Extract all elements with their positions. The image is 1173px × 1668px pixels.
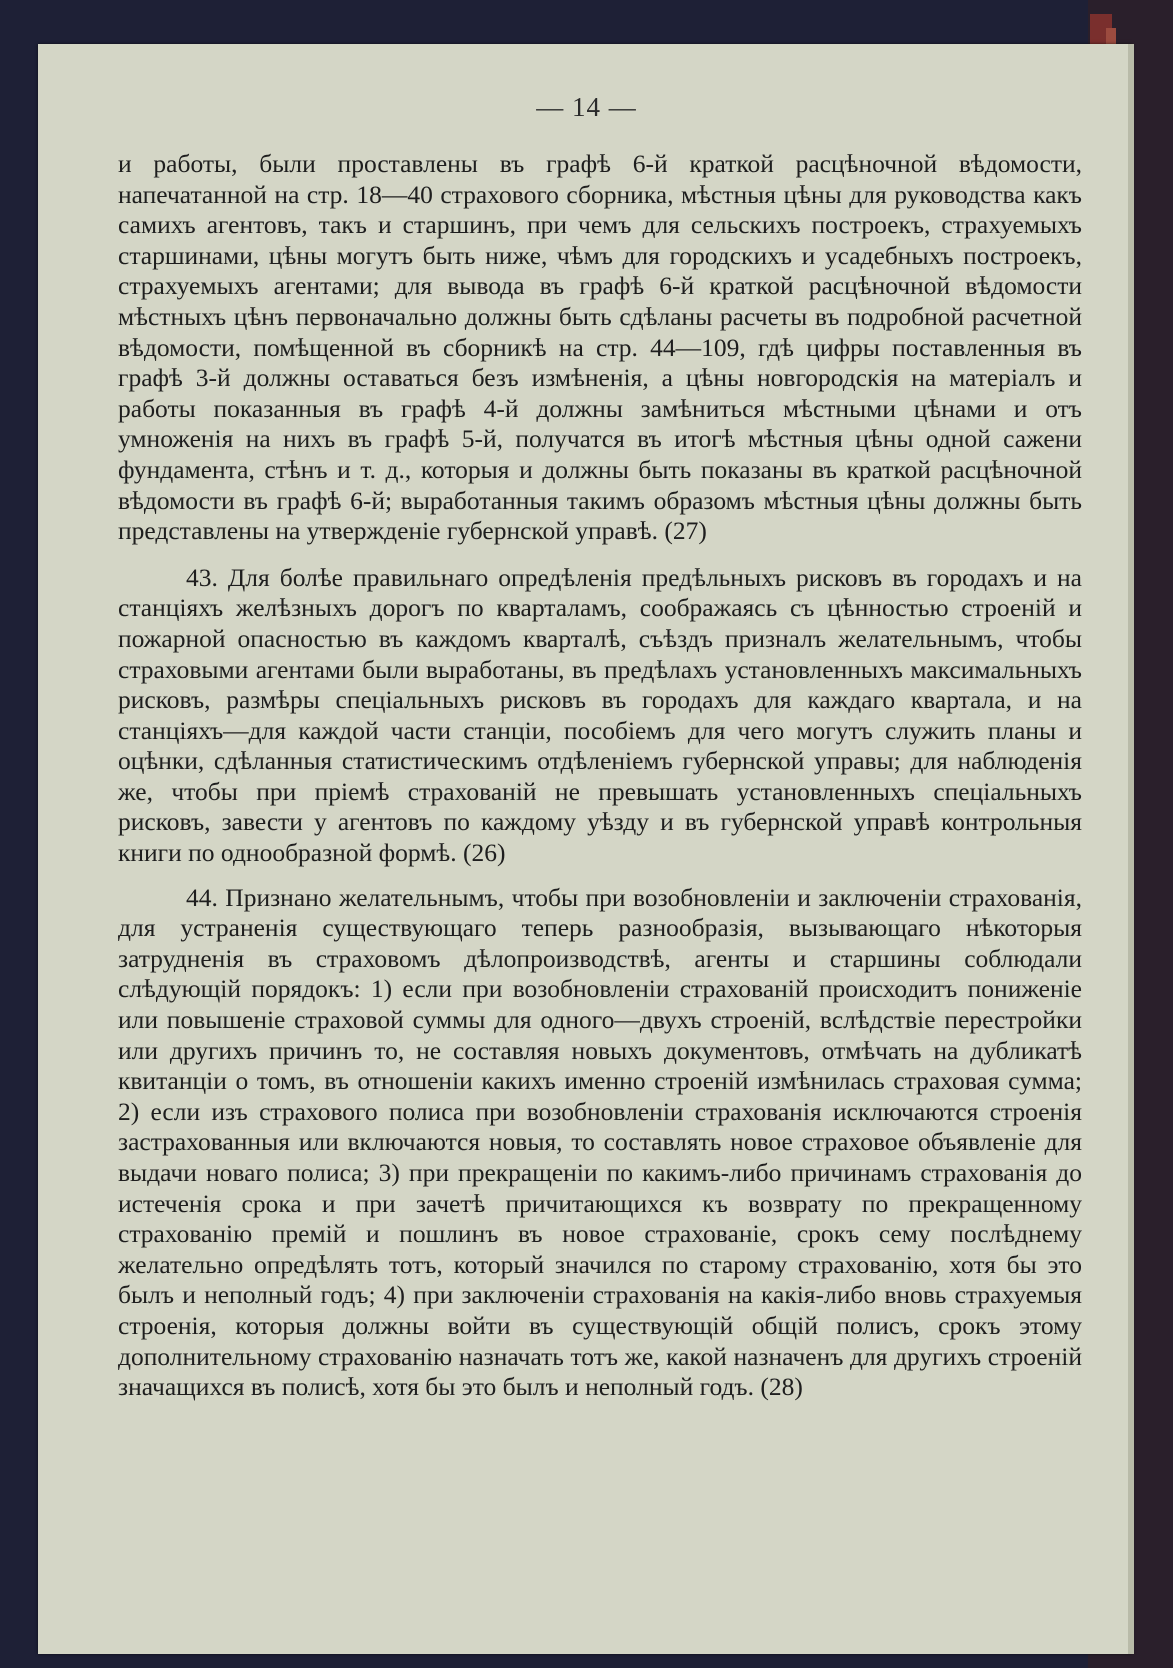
page-text — [118, 149, 1082, 1403]
page-fold-edge — [1128, 44, 1134, 1654]
paragraph-continuation: и работы, были проставлены въ графѣ 6-й краткой расцѣночной вѣдомости, напечатанной на стр. 18—40 страхового сборника, мѣстныя цѣны для руководства какъ самихъ агентовъ, такъ и старшинъ, при чемъ для сельскихъ построекъ, страхуемыхъ старшинами, цѣны могутъ быть ниже, чѣмъ для городскихъ и усадебныхъ построекъ, страхуемыхъ агентами; для вывода въ графѣ 6-й краткой расцѣночной вѣдомости мѣстныхъ цѣнъ первоначально должны быть сдѣланы расчеты въ подробной расчетной вѣдомости, помѣщенной въ сборникѣ на стр. 44—109, гдѣ цифры поставленныя въ графѣ 3-й должны оставаться безъ измѣненія, а цѣны новгородскія на матеріалъ и работы показанныя въ графѣ 4-й должны замѣниться мѣстными цѣнами и отъ умноженія на нихъ въ графѣ 5-й, получатся въ итогѣ мѣстныя цѣны одной сажени фундамента, стѣнъ и т. д., которыя и должны быть показаны въ краткой расцѣночной вѣдомости въ графѣ 6-й; выработанныя такимъ образомъ мѣстныя цѣны должны быть представлены на утвержденіе губернской управѣ. (27) — [118, 149, 1082, 546]
page-number: — 14 — — [536, 92, 637, 122]
paragraph-43: 43. Для болѣе правильнаго опредѣленія предѣльныхъ рисковъ въ городахъ и на станціяхъ желѣзныхъ дорогъ по кварталамъ, соображаясь съ цѣнностью строеній и пожарной опасностью въ каждомъ кварталѣ, съѣздъ призналъ желательнымъ, чтобы страховыми агентами были выработаны, въ предѣлахъ установленныхъ максимальныхъ рисковъ, размѣры спеціальныхъ рисковъ въ городахъ для каждаго квартала, и на станціяхъ—для каждой части станціи, пособіемъ для чего могутъ служить планы и оцѣнки, сдѣланныя статистическимъ отдѣленіемъ губернской управы; для наблюденія же, чтобы при пріемѣ страхованій не превышать установленныхъ спеціальныхъ рисковъ, завести у агентовъ по каждому уѣзду и въ губернской управѣ контрольныя книги по однообразной формѣ. (26) — [118, 562, 1082, 868]
paragraph-44: 44. Признано желательнымъ, чтобы при возобновленіи и заключеніи страхованія, для устраненія существующаго теперь разнообразія, вызывающаго нѣкоторыя затрудненія въ страховомъ дѣлопроизводствѣ, агенты и старшины соблюдали слѣдующій порядокъ: 1) если при возобновленіи страхованій происходитъ пониженіе или повышеніе страховой суммы для одного—двухъ строеній, вслѣдствіе перестройки или другихъ причинъ то, не составляя новыхъ документовъ, отмѣчать на дубликатѣ квитанціи о томъ, въ отношеніи какихъ именно строеній измѣнилась страховая сумма; 2) если изъ страхового полиса при возобновленіи страхованія исключаются строенія застрахованныя или включаются новыя, то составлять новое страховое объявленіе для выдачи новаго полиса; 3) при прекращеніи по какимъ-либо причинамъ страхованія до истеченія срока и при зачетѣ причитающихся къ возврату по прекращенному страхованію премій и пошлинъ въ новое страхованіе, срокъ сему послѣднему желательно опредѣлять тотъ, который значился по старому страхованію, хотя бы это былъ и неполный годъ; 4) при заключеніи страхованія на какія-либо вновь страхуемыя строенія, которыя должны войти въ существующій общій полисъ, срокъ этому дополнительному страхованію назначать тотъ же, какой назначенъ для другихъ строеній значащихся въ полисѣ, хотя бы это былъ и неполный годъ. (28) — [118, 882, 1082, 1402]
